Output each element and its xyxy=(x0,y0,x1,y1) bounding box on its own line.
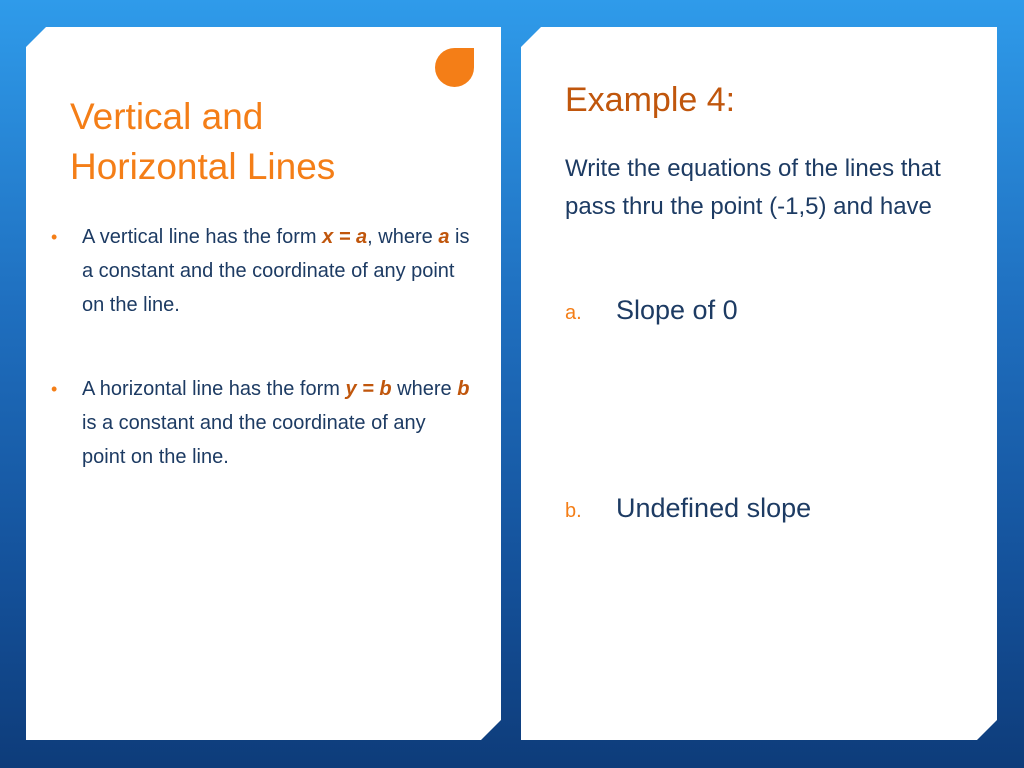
example-prompt: Write the equations of the lines that pass thru the point (-1,5) and have xyxy=(565,155,941,220)
bullet-text: , where xyxy=(367,226,439,248)
bullet-horizontal-line xyxy=(51,372,472,474)
example-item-a xyxy=(565,292,738,331)
bullet-text: A horizontal line has the form xyxy=(82,378,346,400)
item-text: Slope of 0 xyxy=(616,295,738,325)
bullet-text: is a constant and the coordinate of any point on the line. xyxy=(82,226,470,316)
orange-drop-icon xyxy=(435,48,474,87)
definition-list xyxy=(51,220,472,524)
equation-x-equals-a: x = a xyxy=(322,226,368,248)
bullet-marker: • xyxy=(51,379,58,399)
bullet-text: where xyxy=(391,378,458,400)
example-title: Example 4: xyxy=(565,81,736,119)
title-line-2: Horizontal Lines xyxy=(70,146,336,187)
slide-title xyxy=(70,92,450,192)
item-letter: a. xyxy=(565,302,582,324)
item-text: Undefined slope xyxy=(616,493,812,523)
variable-b: b xyxy=(457,378,470,400)
bullet-text: A vertical line has the form xyxy=(82,226,323,248)
equation-y-equals-b: y = b xyxy=(345,378,392,400)
bullet-marker: • xyxy=(51,227,58,247)
bullet-text: is a constant and the coordinate of any point on the line. xyxy=(82,412,426,468)
variable-a: a xyxy=(438,226,450,248)
title-line-1: Vertical and xyxy=(70,96,264,137)
item-letter: b. xyxy=(565,500,582,522)
bullet-vertical-line xyxy=(51,220,472,322)
example-item-b xyxy=(565,490,811,529)
right-slide-panel xyxy=(521,27,997,740)
